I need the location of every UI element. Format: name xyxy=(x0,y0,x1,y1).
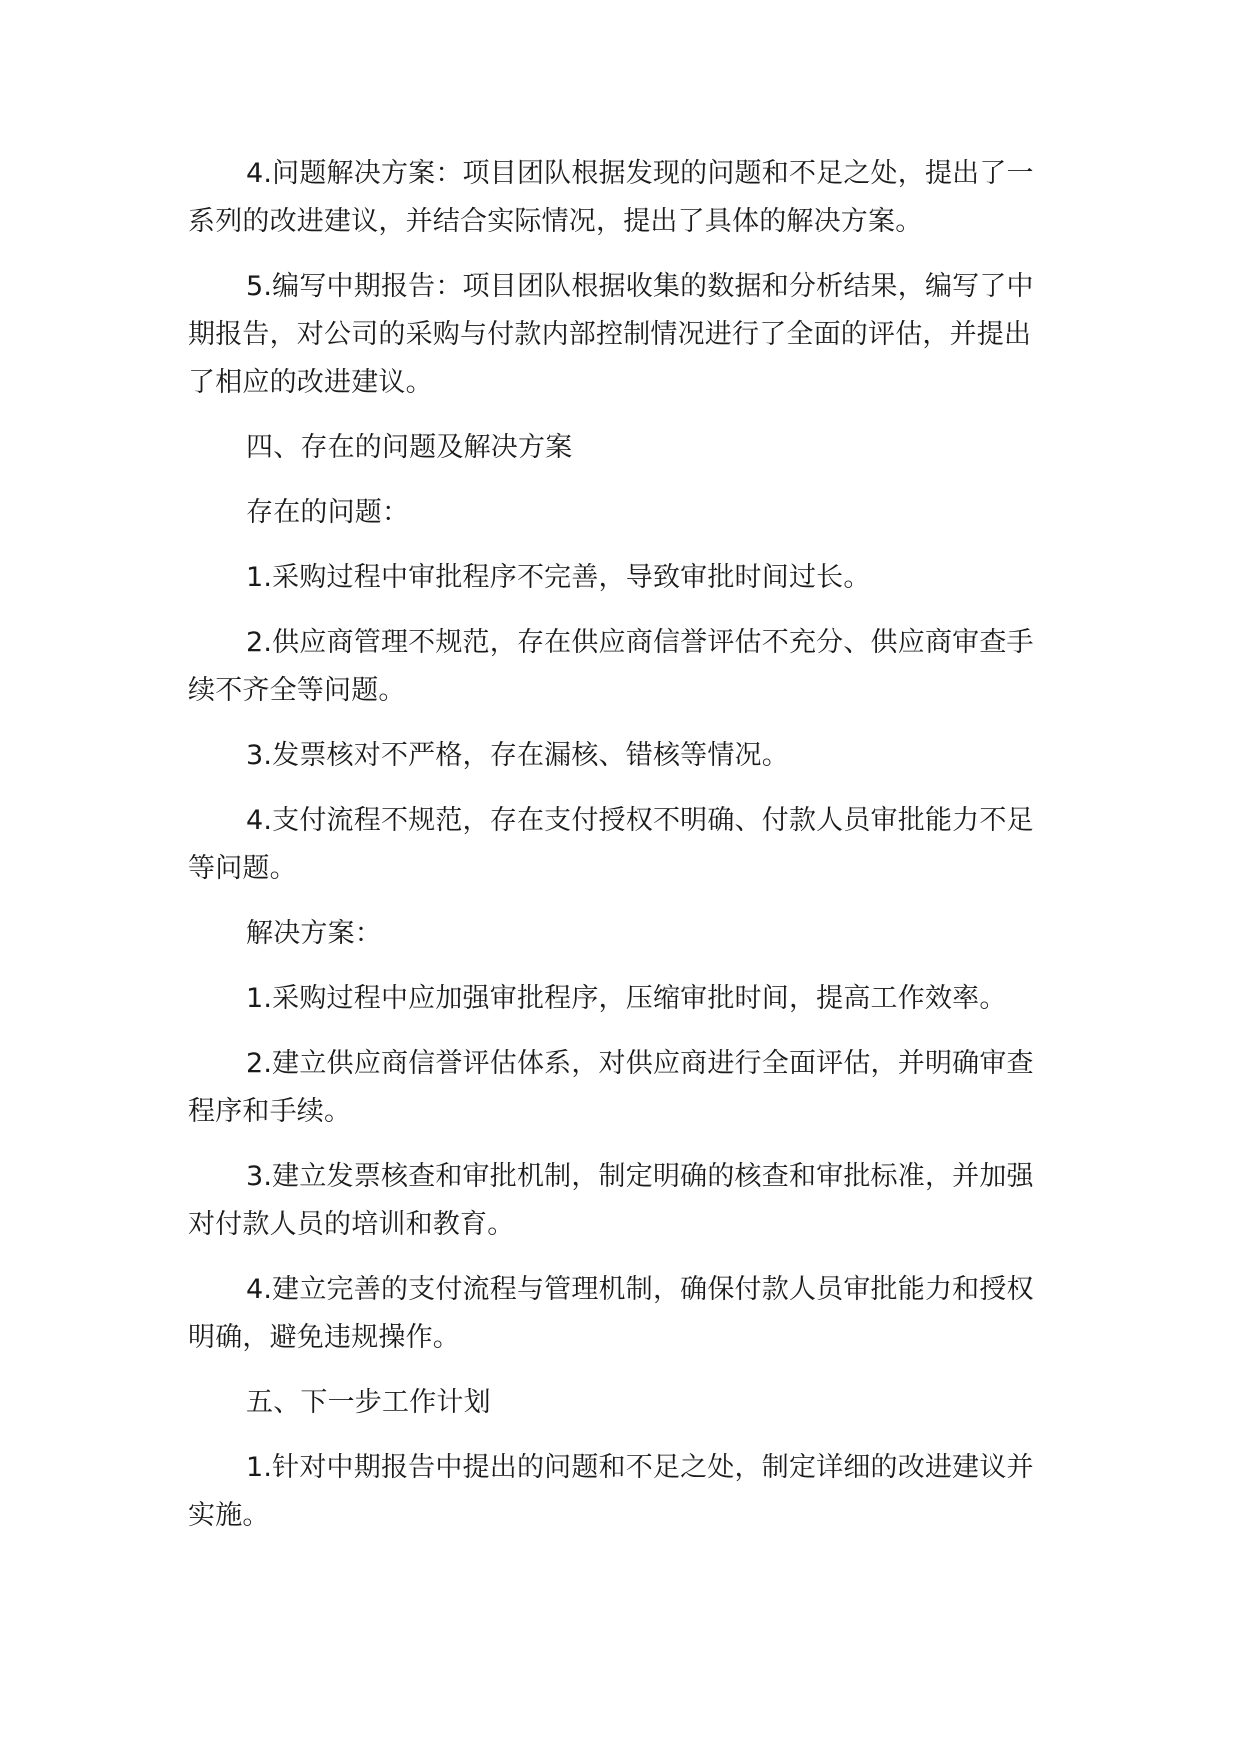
problem-item-3: 3.发票核对不严格，存在漏核、错核等情况。 xyxy=(246,740,789,771)
solution-item-1: 1.采购过程中应加强审批程序，压缩审批时间，提高工作效率。 xyxy=(246,983,1007,1014)
problem-item-1: 1.采购过程中审批程序不完善，导致审批时间过长。 xyxy=(246,562,871,593)
subheading-problems: 存在的问题： xyxy=(246,497,410,528)
problem-item-2: 2.供应商管理不规范，存在供应商信誉评估不充分、供应商审查手续不齐全等问题。 xyxy=(188,627,1034,706)
problem-item-4: 4.支付流程不规范，存在支付授权不明确、付款人员审批能力不足等问题。 xyxy=(188,805,1034,884)
document-body xyxy=(188,150,1038,1557)
next-step-item-1: 1.针对中期报告中提出的问题和不足之处，制定详细的改进建议并实施。 xyxy=(188,1452,1034,1531)
section-heading-next-steps: 五、下一步工作计划 xyxy=(246,1387,491,1418)
section-heading-problems-solutions: 四、存在的问题及解决方案 xyxy=(246,432,573,463)
solution-item-2: 2.建立供应商信誉评估体系，对供应商进行全面评估，并明确审查程序和手续。 xyxy=(188,1048,1034,1127)
subheading-solutions: 解决方案： xyxy=(246,918,382,949)
solution-item-4: 4.建立完善的支付流程与管理机制，确保付款人员审批能力和授权明确，避免违规操作。 xyxy=(188,1274,1034,1353)
paragraph-solution-proposals: 4.问题解决方案：项目团队根据发现的问题和不足之处，提出了一系列的改进建议，并结合实际情况，提出了具体的解决方案。 xyxy=(188,158,1034,237)
solution-item-3: 3.建立发票核查和审批机制，制定明确的核查和审批标准，并加强对付款人员的培训和教育。 xyxy=(188,1161,1034,1240)
paragraph-interim-report: 5.编写中期报告：项目团队根据收集的数据和分析结果，编写了中期报告，对公司的采购与付款内部控制情况进行了全面的评估，并提出了相应的改进建议。 xyxy=(188,271,1034,398)
